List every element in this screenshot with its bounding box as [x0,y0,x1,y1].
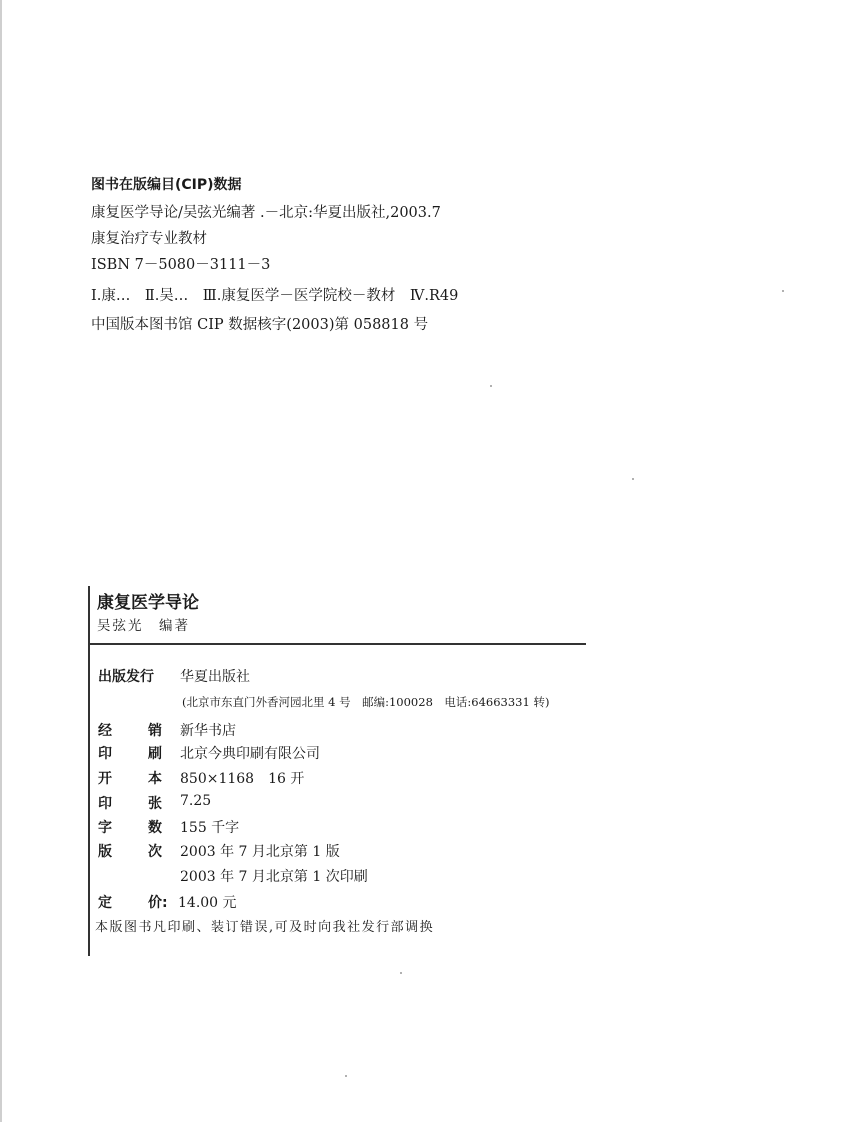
row-label: 次 [148,844,162,860]
scan-speck [632,478,634,480]
price-value: 14.00 元 [178,895,237,911]
row-value: 850×1168 16 开 [180,771,305,787]
scan-edge [0,0,2,1122]
scan-speck [490,385,492,387]
row-value: 155 千字 [180,820,240,836]
colophon-row [0,866,854,884]
cip-heading: 图书在版编目(CIP)数据 [91,177,242,193]
row-value: 新华书店 [180,723,236,739]
row-label: 定 [98,895,112,911]
title-rule [88,643,586,645]
row-label: 版 [98,844,112,860]
row-label: 本 [148,771,162,787]
colophon-row [0,841,854,859]
row-label: 开 [98,771,112,787]
colophon-row [0,817,854,835]
book-title: 康复医学导论 [97,593,199,613]
cip-line: 康复治疗专业教材 [91,231,207,247]
errata-notice: 本版图书凡印刷、装订错误,可及时向我社发行部调换 [95,920,435,935]
row-value: 2003 年 7 月北京第 1 次印刷 [180,869,368,885]
cip-line: ISBN 7－5080－3111－3 [91,257,271,273]
row-label: 价: [148,895,168,911]
cip-line: 中国版本图书馆 CIP 数据核字(2003)第 058818 号 [91,317,429,333]
publisher-label: 出版发行 [98,669,154,685]
colophon-row [0,768,854,786]
scan-speck [400,972,402,974]
row-value: 7.25 [180,793,212,809]
row-label: 刷 [148,746,162,762]
scan-speck [345,1075,347,1077]
row-label: 字 [98,820,112,836]
book-author: 吴弦光 编著 [97,618,190,634]
scan-speck [782,290,784,292]
publisher-value: 华夏出版社 [180,669,250,685]
row-value: 2003 年 7 月北京第 1 版 [180,844,340,860]
colophon-row [0,793,854,811]
cip-line: Ⅰ.康… Ⅱ.吴… Ⅲ.康复医学－医学院校－教材 Ⅳ.R49 [91,288,459,304]
price-row [0,892,854,910]
row-label: 销 [148,723,162,739]
row-value: 北京今典印刷有限公司 [180,746,320,762]
cip-line: 康复医学导论/吴弦光编著 .－北京:华夏出版社,2003.7 [91,205,441,221]
row-label: 数 [148,820,162,836]
colophon-row [0,743,854,761]
colophon-row [0,720,854,738]
row-label: 经 [98,723,112,739]
row-label: 印 [98,746,112,762]
row-label: 张 [148,796,162,812]
row-label: 印 [98,796,112,812]
publisher-address: (北京市东直门外香河园北里 4 号 邮编:100028 电话:64663331 转) [182,695,550,709]
